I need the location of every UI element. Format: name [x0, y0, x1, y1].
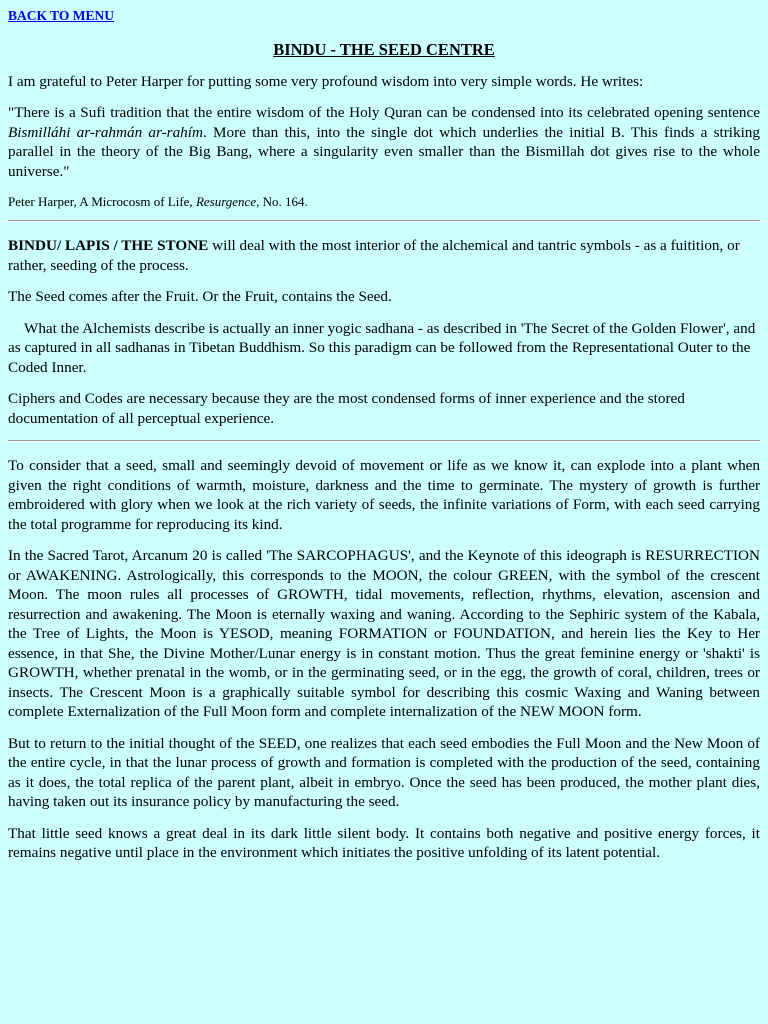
seed-growth-paragraph: To consider that a seed, small and seemingly devoid of movement or life as we know it, can explode into a plant when given the right conditions of warmth, moisture, darkness and the time to germinate. The mystery of growth is further embroidered with glory when we look at the rich variety of seeds, the infinite variations of Form, with each seed carrying the total programme for reproducing its kind.: [8, 457, 760, 533]
alchemists-paragraph: What the Alchemists describe is actually an inner yogic sadhana - as described in 'The Secret of the Golden Flower', and as captured in all sadhanas in Tibetan Buddhism. So this paradigm can be followed from the Representational Outer to the Coded Inner.: [8, 319, 756, 376]
quote-arabic-phrase: Bismilláhi ar-rahmán ar-rahím: [8, 123, 203, 141]
ciphers-paragraph: Ciphers and Codes are necessary because they are the most condensed forms of inner experience and the stored documentation of all perceptual experience.: [8, 390, 685, 427]
divider-2: [8, 440, 760, 442]
citation-text-1: Peter Harper, A Microcosm of Life,: [8, 194, 196, 209]
little-seed-paragraph: That little seed knows a great deal in its dark little silent body. It contains both negative and positive energy forces, it remains negative until place in the environment which initiates the positive unfolding of its latent potential.: [8, 824, 760, 861]
citation-journal: Resurgence: [195, 194, 257, 209]
quote-text-2: . More than this, into the single dot which underlies the initial B. This finds a striking parallel in the theory of the Big Bang, where a singularity even smaller than the Bismillah dot gives rise to the whole universe.": [8, 123, 760, 180]
intro-paragraph: I am grateful to Peter Harper for putting some very profound wisdom into very simple words. He writes:: [8, 72, 644, 90]
citation-text-2: , No. 164.: [256, 194, 308, 209]
tarot-paragraph: In the Sacred Tarot, Arcanum 20 is called 'The SARCOPHAGUS', and the Keynote of this ideograph is RESURRECTION or AWAKENING. Astrologically, this corresponds to the MOON, the colour GREEN, with the symbol of the crescent Moon. The moon rules all processes of GROWTH, tidal movements, reflection, rhythms, elevation, ascension and resurrection and awakening. The Moon is eternally waxing and waning. According to the Sephiric system of the Kabala, the Tree of Lights, the Moon is YESOD, meaning FORMATION or FOUNDATION, and herein lies the Key to Her essence, in that She, the Divine Mother/Lunar energy is in constant motion. Thus the great feminine energy or 'shakti' is GROWTH, whether prenatal in the womb, or in the germinating seed, or in the egg, the growth of coral, children, trees or insects. The Crescent Moon is a graphically suitable symbol for describing this cosmic Waxing and Waning between complete Externalization of the Full Moon form and complete internalization of the NEW MOON form.: [8, 547, 760, 720]
page-title: BINDU - THE SEED CENTRE: [273, 39, 495, 59]
seed-return-paragraph: But to return to the initial thought of the SEED, one realizes that each seed embodies the Full Moon and the New Moon of the entire cycle, in that the lunar process of growth and formation is completed with the production of the seed, containing as it does, the total replica of the parent plant, albeit in embryo. Once the seed has been produced, the mother plant dies, having taken out its insurance policy by manufacturing the seed.: [8, 734, 760, 810]
citation: [8, 193, 760, 210]
bindu-lapis-heading: BINDU/ LAPIS / THE STONE: [8, 237, 209, 254]
back-to-menu-link[interactable]: BACK TO MENU: [8, 8, 115, 23]
bindu-lapis-text: will deal with the most interior of the alchemical and tantric symbols - as a fuitition, or rather, seeding of the process.: [8, 237, 740, 274]
divider-1: [8, 220, 760, 222]
bindu-lapis-paragraph: [8, 236, 760, 275]
seed-fruit-paragraph: The Seed comes after the Fruit. Or the Fruit, contains the Seed.: [8, 288, 392, 305]
quote-text-1: "There is a Sufi tradition that the entire wisdom of the Holy Quran can be condensed into its celebrated opening sentence: [8, 104, 760, 121]
quote-paragraph: [8, 103, 760, 181]
